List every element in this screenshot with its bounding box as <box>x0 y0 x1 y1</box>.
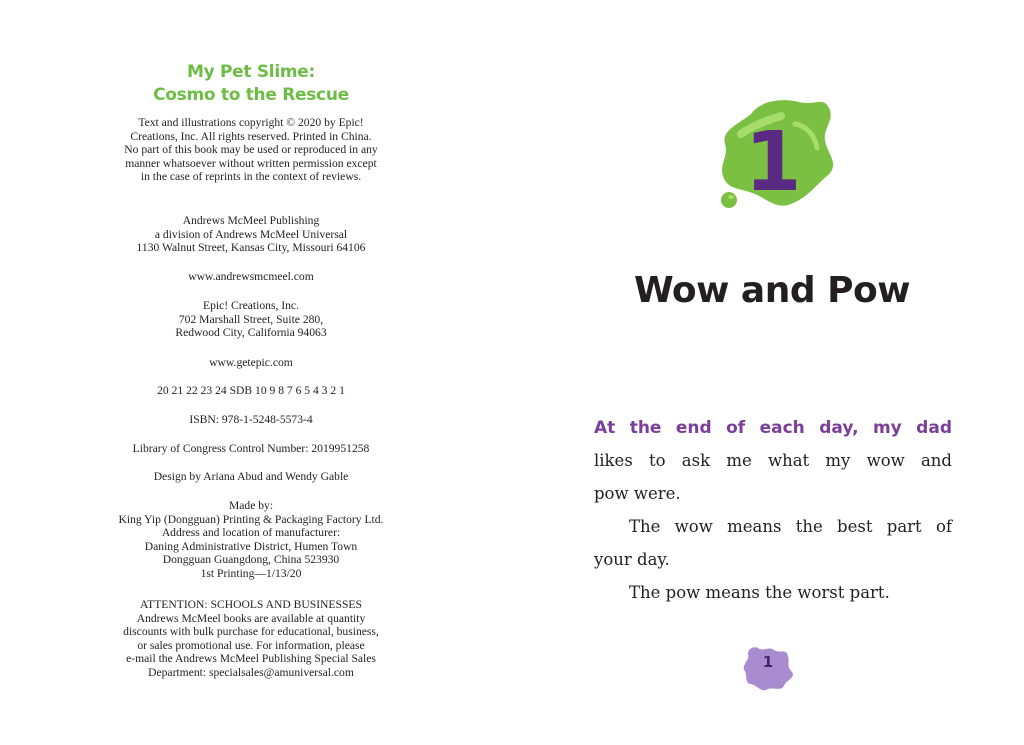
story-lead-line: At the end of each day, my dad <box>594 418 952 438</box>
story-line: The wow means the best part of <box>629 517 952 536</box>
book-title-line2: Cosmo to the Rescue <box>153 85 349 105</box>
manufacturer-line: Daning Administrative District, Humen Town <box>144 539 358 553</box>
publisher-address <box>0 214 502 255</box>
attention-line: ATTENTION: SCHOOLS AND BUSINESSES <box>140 598 362 611</box>
manufacturer-info <box>0 499 502 580</box>
green-slime-splat-icon <box>711 94 841 224</box>
publisher-line: Andrews McMeel Publishing <box>182 214 320 227</box>
publisher-line: a division of Andrews McMeel Universal <box>154 227 348 241</box>
publisher-url: www.andrewsmcmeel.com <box>188 270 314 283</box>
design-credit: Design by Ariana Abud and Wendy Gable <box>153 470 349 483</box>
copyright-line: Creations, Inc. All rights reserved. Printed in China. <box>130 129 372 143</box>
manufacturer-line: Address and location of manufacturer: <box>161 526 341 539</box>
attention-line: discounts with bulk purchase for educational, business, <box>123 625 379 638</box>
copyright-line: in the case of reprints in the context of reviews. <box>140 170 362 183</box>
page-number: 1 <box>762 653 774 671</box>
manufacturer-line: Dongguan Guangdong, China 523930 <box>162 553 340 566</box>
story-line: your day. <box>594 550 670 569</box>
epic-url: www.getepic.com <box>209 356 293 369</box>
isbn: ISBN: 978-1-5248-5573-4 <box>189 413 313 426</box>
attention-line: or sales promotional use. For information, please <box>137 638 365 652</box>
publisher-line: 1130 Walnut Street, Kansas City, Missouri 64106 <box>136 241 366 254</box>
manufacturer-line: King Yip (Dongguan) Printing & Packaging Factory Ltd. <box>118 512 384 526</box>
attention-line: e-mail the Andrews McMeel Publishing Special Sales <box>126 652 376 665</box>
story-line: likes to ask me what my wow and <box>594 451 952 470</box>
epic-address <box>0 299 502 340</box>
copyright-line: No part of this book may be used or reproduced in any <box>124 143 378 156</box>
epic-address-line: Redwood City, California 94063 <box>175 326 327 339</box>
book-title-line1: My Pet Slime: <box>187 62 315 82</box>
printing-line: 20 21 22 23 24 SDB 10 9 8 7 6 5 4 3 2 1 <box>157 384 345 397</box>
story-line: pow were. <box>594 484 681 503</box>
copyright-notice <box>0 116 502 184</box>
right-page-chapter <box>512 0 1024 745</box>
story-line: The pow means the worst part. <box>629 583 890 602</box>
lccn: Library of Congress Control Number: 2019951258 <box>132 442 370 455</box>
manufacturer-line: Made by: <box>228 499 274 512</box>
attention-line: Department: specialsales@amuniversal.com <box>148 665 354 679</box>
copyright-line: manner whatsoever without written permission except <box>125 156 377 170</box>
chapter-title: Wow and Pow <box>633 270 911 311</box>
attention-notice <box>0 598 502 679</box>
chapter-number: 1 <box>744 115 802 210</box>
attention-line: Andrews McMeel books are available at quantity <box>136 611 366 625</box>
page-number-badge <box>742 644 794 692</box>
manufacturer-line: 1st Printing—1/13/20 <box>200 566 302 580</box>
copyright-line: Text and illustrations copyright © 2020 by Epic! <box>138 116 364 129</box>
epic-address-line: Epic! Creations, Inc. <box>203 299 299 312</box>
epic-address-line: 702 Marshall Street, Suite 280, <box>178 312 324 326</box>
